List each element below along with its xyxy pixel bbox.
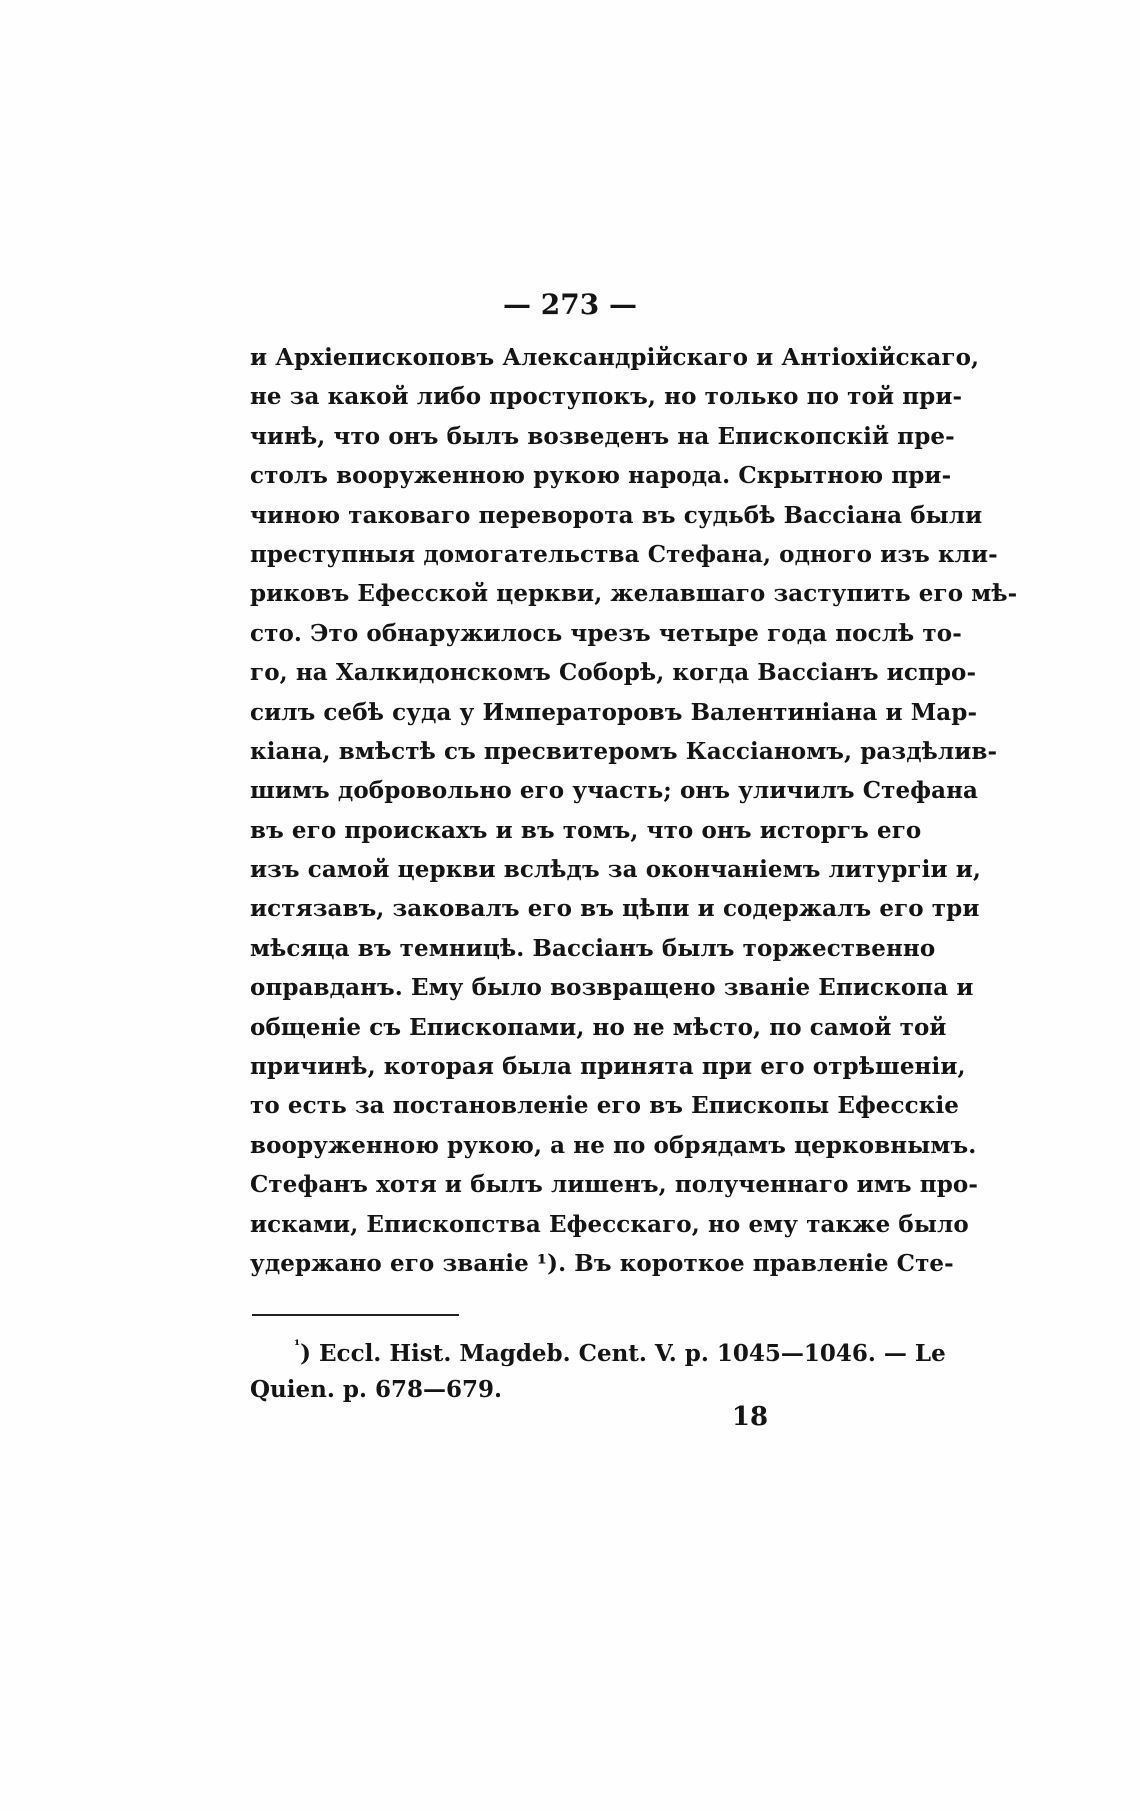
text-line: и Архіепископовъ Александрійскаго и Антіохійскаго,: [250, 344, 980, 371]
text-line: чинѣ, что онъ былъ возведенъ на Епископскій пре-: [250, 422, 955, 450]
signature-mark: 18: [731, 1402, 769, 1432]
text-line: истязавъ, заковалъ его въ цѣпи и содержалъ его три: [250, 895, 980, 923]
footnote: [250, 1336, 946, 1408]
page-number: — 273 —: [503, 288, 637, 321]
text-line: чиною таковаго переворота въ судьбѣ Вассіана были: [250, 501, 983, 529]
text-line: шимъ добровольно его участь; онъ уличилъ Стефана: [250, 777, 979, 805]
text-line: риковъ Ефесской церкви, желавшаго заступить его мѣ-: [250, 580, 1018, 608]
text-line: причинѣ, которая была принята при его отрѣшеніи,: [250, 1053, 966, 1081]
text-line: сто. Это обнаружилось чрезъ четыре года послѣ то-: [250, 619, 962, 647]
footnote-line: Quien. p. 678—679.: [250, 1376, 502, 1403]
text-line: вооруженною рукою, а не по обрядамъ церковнымъ.: [250, 1131, 977, 1159]
text-line: въ его проискахъ и въ томъ, что онъ исторгъ его: [250, 816, 922, 844]
text-line: го, на Халкидонскомъ Соборѣ, когда Вассіанъ испро-: [250, 659, 977, 687]
body-text: [250, 338, 1018, 1283]
footnote-marker: ¹: [294, 1338, 301, 1354]
text-line: преступныя домогательства Стефана, одного изъ кли-: [250, 540, 998, 568]
text-line: силъ себѣ суда у Императоровъ Валентиніана и Мар-: [250, 698, 978, 726]
footnote-divider: [252, 1314, 459, 1316]
text-line: изъ самой церкви вслѣдъ за окончаніемъ литургіи и,: [250, 856, 981, 884]
text-line: кіана, вмѣстѣ съ пресвитеромъ Кассіаномъ, раздѣлив-: [250, 737, 998, 765]
footnote-text: ) Eccl. Hist. Magdeb. Cent. V. p. 1045—1046. — Le: [300, 1340, 946, 1367]
text-line: Стефанъ хотя и былъ лишенъ, полученнаго имъ про-: [250, 1171, 978, 1199]
footnote-line: [250, 1336, 946, 1372]
text-line: то есть за постановленіе его въ Епископы Ефесскіе: [250, 1092, 960, 1120]
text-line: мѣсяца въ темницѣ. Вассіанъ былъ торжественно: [250, 934, 936, 962]
text-line: оправданъ. Ему было возвращено званіе Епископа и: [250, 974, 974, 1002]
text-line: исками, Епископства Ефесскаго, но ему также было: [250, 1210, 969, 1238]
text-line: общеніе съ Епископами, но не мѣсто, по самой той: [250, 1013, 947, 1041]
text-line: удержано его званіе ¹). Въ короткое правленіе Сте-: [250, 1249, 954, 1277]
text-line: не за какой либо проступокъ, но только по той при-: [250, 383, 963, 411]
text-line: столъ вооруженною рукою народа. Скрытною при-: [250, 462, 952, 490]
